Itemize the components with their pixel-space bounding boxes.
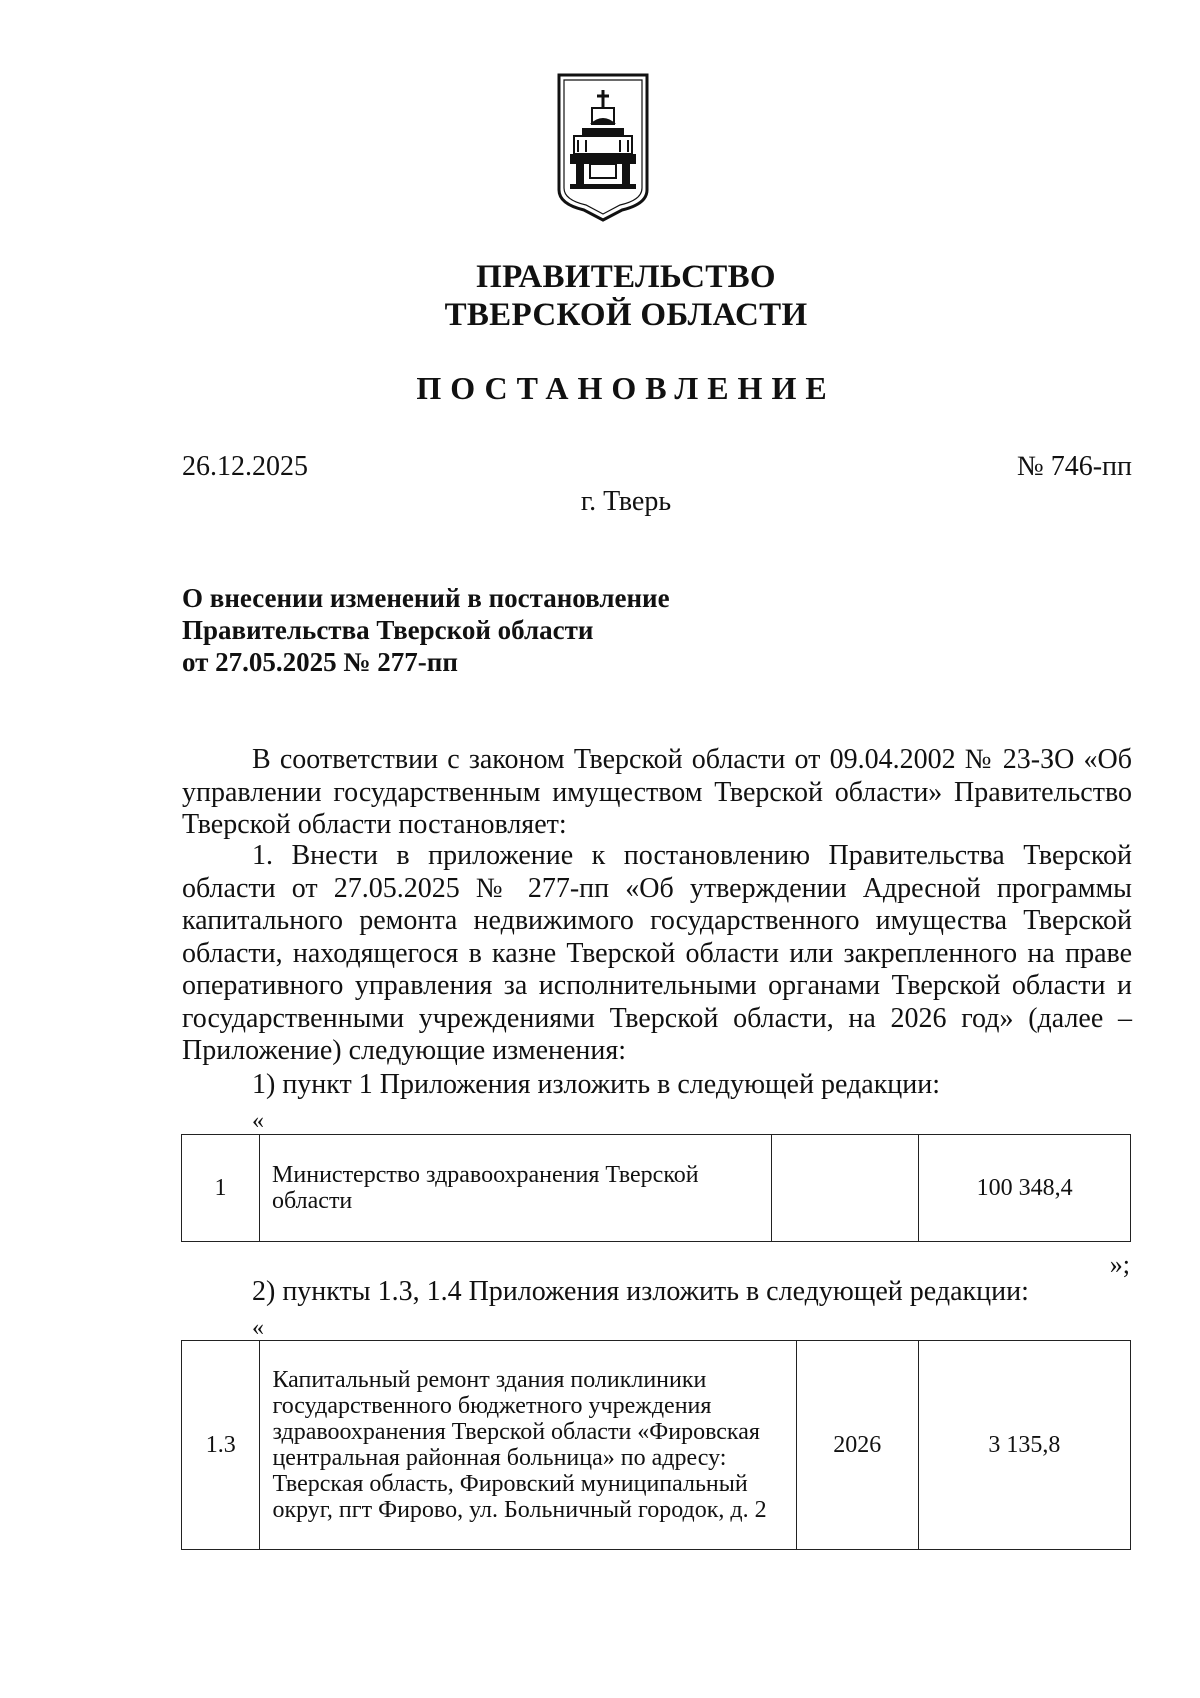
subitem2-paragraph: 2) пункты 1.3, 1.4 Приложения изложить в следующей редакции:: [252, 1276, 1029, 1307]
amendment-table-1: [181, 1134, 1131, 1242]
quote-close-1: »;: [1109, 1250, 1130, 1279]
row-name-cell: Капитальный ремонт здания поликлиники государственного бюджетного учреждения здравоохранения Тверской области «Фировская центральная районная больница» по адресу: Тверская область, Фировский муниципальный округ, пгт Фирово, ул. Больничный городок, д. 2: [260, 1341, 796, 1550]
row-number-cell: 1: [182, 1135, 260, 1242]
document-number: № 746-пп: [1016, 451, 1132, 482]
government-title: [0, 258, 1200, 334]
government-title-line2: ТВЕРСКОЙ ОБЛАСТИ: [444, 297, 808, 333]
subject-line1: О внесении изменений в постановление: [182, 583, 670, 613]
table-row: [182, 1341, 1131, 1550]
row-year-cell: 2026: [796, 1341, 918, 1550]
document-kind: ПОСТАНОВЛЕНИЕ: [416, 370, 836, 406]
subject-line3: от 27.05.2025 № 277-пп: [182, 647, 458, 677]
item1-paragraph: 1. Внести в приложение к постановлению Правительства Тверской области от 27.05.2025 № 277-пп «Об утверждении Адресной программы капитального ремонта недвижимого государственного имущества Тверской области, находящегося в казне Тверской области или закрепленного на праве оперативного управления за исполнительными органами Тверской области и государственными учреждениями Тверской области, на 2026 год» (далее – Приложение) следующие изменения:: [182, 840, 1132, 1066]
row-number-cell: 1.3: [182, 1341, 260, 1550]
row-year-cell: [772, 1135, 919, 1242]
document-city: г. Тверь: [580, 486, 672, 517]
subject-line2: Правительства Тверской области: [182, 615, 594, 645]
row-sum-cell: 3 135,8: [918, 1341, 1130, 1550]
subitem1-paragraph: 1) пункт 1 Приложения изложить в следующей редакции:: [252, 1069, 941, 1100]
preamble-paragraph: В соответствии с законом Тверской области от 09.04.2002 № 23-ЗО «Об управлении государственным имуществом Тверской области» Правительство Тверской области постановляет:: [182, 744, 1132, 840]
amendment-table-2: [181, 1340, 1131, 1550]
row-sum-cell: 100 348,4: [919, 1135, 1131, 1242]
document-date: 26.12.2025: [182, 451, 308, 482]
table-row: [182, 1135, 1131, 1242]
quote-open-2: «: [252, 1315, 264, 1341]
government-title-line1: ПРАВИТЕЛЬСТВО: [476, 259, 776, 295]
row-name-cell: Министерство здравоохранения Тверской области: [260, 1135, 772, 1242]
quote-open-1: «: [252, 1108, 264, 1134]
document-subject: [182, 582, 882, 678]
coat-of-arms-icon: [556, 72, 650, 224]
